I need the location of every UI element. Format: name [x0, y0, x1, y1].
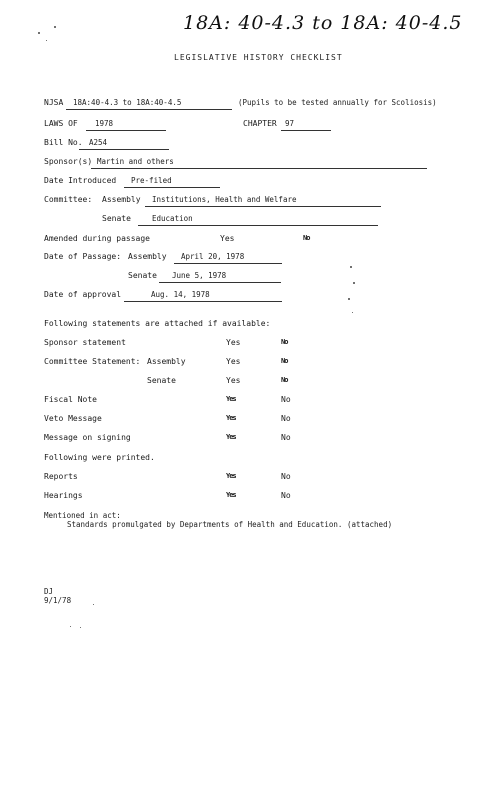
reports-no: No: [281, 472, 291, 481]
mentioned-text: Standards promulgated by Departments of Health and Education. (attached): [67, 520, 393, 529]
approval-underline: [124, 301, 282, 302]
fiscal-note-label: Fiscal Note: [44, 395, 97, 404]
passage-assembly-label: Assembly: [128, 252, 167, 261]
committee-senate-no-crossed: No: [281, 376, 288, 384]
committee-statement-assembly-label: Assembly: [147, 357, 186, 366]
committee-assembly-yes: Yes: [226, 357, 241, 366]
fiscal-note-no: No: [281, 395, 291, 404]
passage-senate-value: June 5, 1978: [172, 271, 227, 280]
njsa-value: 18A:40-4.3 to 18A:40-4.5: [73, 98, 182, 107]
date-introduced-underline: [124, 187, 220, 188]
sponsor-value: Martin and others: [97, 157, 174, 166]
footer-date: 9/1/78: [44, 596, 72, 605]
committee-senate-underline: [138, 225, 378, 226]
chapter-label: CHAPTER: [243, 119, 277, 128]
message-signing-no: No: [281, 433, 291, 442]
approval-label: Date of approval: [44, 290, 122, 299]
attached-heading: Following statements are attached if available:: [44, 319, 271, 328]
committee-senate-value: Education: [152, 214, 193, 223]
scan-speck: [80, 627, 81, 628]
njsa-note: (Pupils to be tested annually for Scoliosis): [238, 98, 437, 107]
sponsor-statement-label: Sponsor statement: [44, 338, 126, 347]
njsa-label: NJSA: [44, 98, 64, 107]
laws-of-underline: [86, 130, 166, 131]
reports-label: Reports: [44, 472, 78, 481]
scan-speck: [70, 626, 71, 627]
printed-heading: Following were printed.: [44, 453, 155, 462]
chapter-value: 97: [285, 119, 295, 128]
scan-speck: [46, 40, 47, 41]
committee-senate-label: Senate: [102, 214, 131, 223]
date-introduced-value: Pre-filed: [131, 176, 172, 185]
veto-message-yes-crossed: Yes: [226, 414, 236, 422]
committee-statement-label: Committee Statement:: [44, 357, 141, 366]
njsa-underline: [66, 109, 232, 110]
scan-speck: [352, 312, 353, 313]
footer-initials: DJ: [44, 587, 54, 596]
laws-of-value: 1978: [95, 119, 114, 128]
message-signing-label: Message on signing: [44, 433, 131, 442]
bill-no-label: Bill No.: [44, 138, 83, 147]
scan-speck: [348, 298, 350, 300]
scan-speck: [54, 26, 56, 28]
laws-of-label: LAWS OF: [44, 119, 78, 128]
passage-label: Date of Passage:: [44, 252, 122, 261]
committee-assembly-no-crossed: No: [281, 357, 288, 365]
message-signing-yes-crossed: Yes: [226, 433, 236, 441]
committee-senate-yes: Yes: [226, 376, 241, 385]
reports-yes-crossed: Yes: [226, 472, 236, 480]
hearings-yes-crossed: Yes: [226, 491, 236, 499]
committee-assembly-value: Institutions, Health and Welfare: [152, 195, 297, 204]
amended-yes: Yes: [220, 234, 235, 243]
amended-label: Amended during passage: [44, 234, 150, 243]
veto-message-no: No: [281, 414, 291, 423]
committee-statement-senate-label: Senate: [147, 376, 176, 385]
committee-assembly-label: Assembly: [102, 195, 141, 204]
page-title: LEGISLATIVE HISTORY CHECKLIST: [174, 53, 343, 62]
bill-no-underline: [79, 149, 169, 150]
scan-speck: [350, 266, 352, 268]
veto-message-label: Veto Message: [44, 414, 102, 423]
sponsor-label: Sponsor(s): [44, 157, 93, 166]
fiscal-note-yes-crossed: Yes: [226, 395, 236, 403]
passage-assembly-value: April 20, 1978: [181, 252, 245, 261]
chapter-underline: [281, 130, 331, 131]
passage-senate-underline: [159, 282, 281, 283]
approval-value: Aug. 14, 1978: [151, 290, 210, 299]
sponsor-statement-no-crossed: No: [281, 338, 288, 346]
scan-speck: [38, 32, 40, 34]
date-introduced-label: Date Introduced: [44, 176, 117, 185]
amended-no-crossed: No: [303, 234, 310, 242]
committee-assembly-underline: [145, 206, 381, 207]
hearings-no: No: [281, 491, 291, 500]
sponsor-underline: [91, 168, 427, 169]
handwritten-citation: 18A: 40-4.3 to 18A: 40-4.5: [183, 12, 463, 34]
committee-label: Committee:: [44, 195, 93, 204]
scan-speck: [353, 282, 355, 284]
scan-speck: [93, 604, 94, 605]
mentioned-label: Mentioned in act:: [44, 511, 121, 520]
bill-no-value: A254: [89, 138, 108, 147]
sponsor-statement-yes: Yes: [226, 338, 241, 347]
passage-senate-label: Senate: [128, 271, 157, 280]
hearings-label: Hearings: [44, 491, 83, 500]
passage-assembly-underline: [174, 263, 282, 264]
